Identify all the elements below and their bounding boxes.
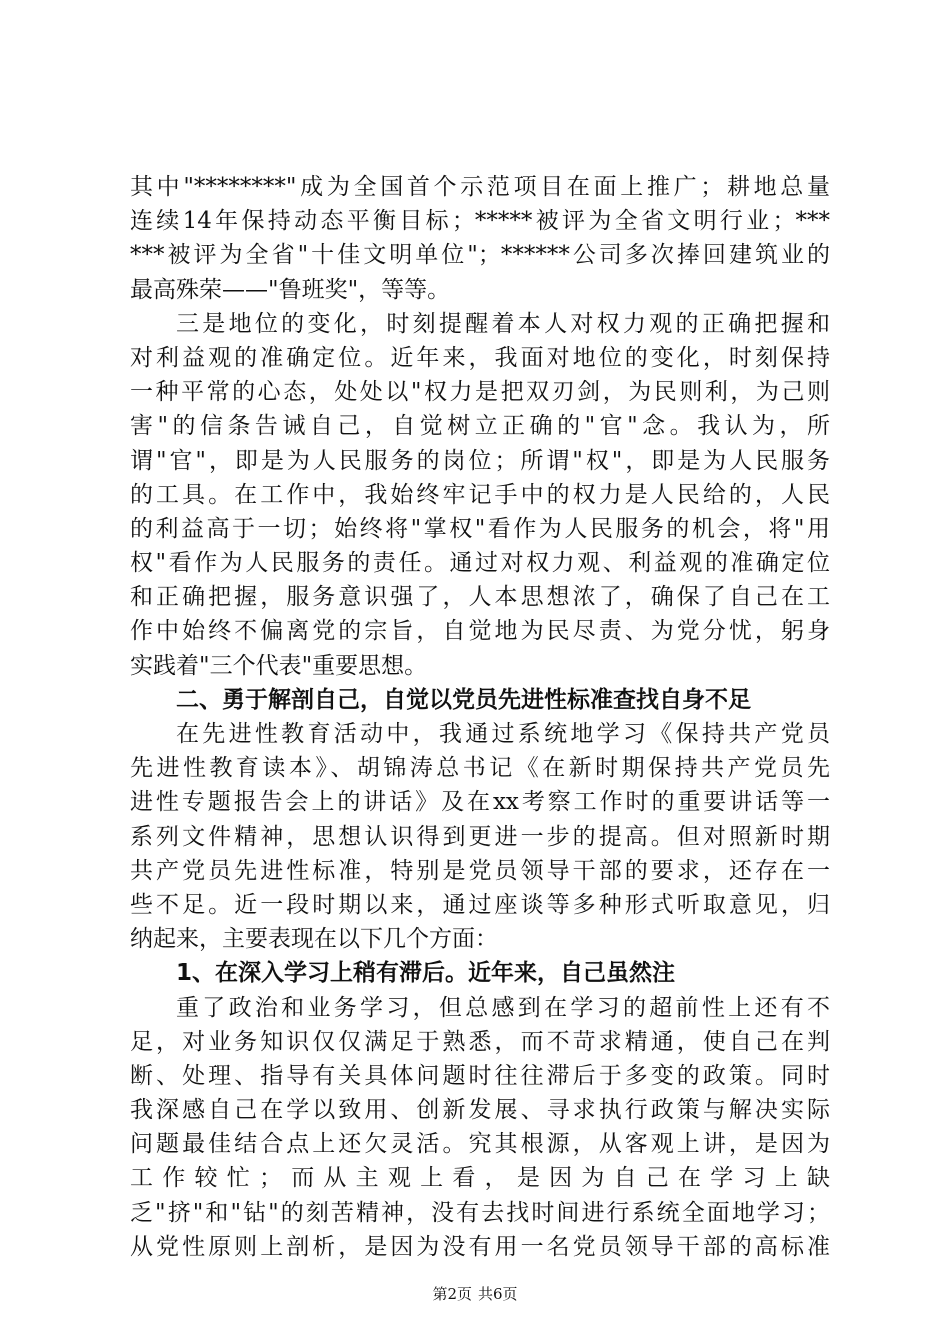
subsection-heading: 1、在深入学习上稍有滞后。近年来，自己虽然注 — [176, 960, 676, 987]
text-line: 我深感自己在学以致用、创新发展、寻求执行政策与解决实际 — [130, 1097, 830, 1124]
text-line: 共产党员先进性标准，特别是党员领导干部的要求，还存在一 — [130, 857, 830, 884]
text-line: 最高殊荣——"鲁班奖"，等等。 — [130, 276, 451, 303]
text-line: 从党性原则上剖析，是因为没有用一名党员领导干部的高标准 — [130, 1233, 830, 1260]
text-line: 工作较忙；而从主观上看，是因为自己在学习上缺 — [130, 1165, 830, 1192]
text-line: ***被评为全省"十佳文明单位"；******公司多次捧回建筑业的 — [130, 242, 830, 269]
text-line: 实践着"三个代表"重要思想。 — [130, 652, 428, 679]
text-line: 的工具。在工作中，我始终牢记手中的权力是人民给的，人民 — [130, 481, 830, 508]
text-line: 问题最佳结合点上还欠灵活。究其根源，从客观上讲，是因为 — [130, 1131, 830, 1158]
text-line: 对利益观的准确定位。近年来，我面对地位的变化，时刻保持 — [130, 344, 830, 371]
text-line: 乏"挤"和"钻"的刻苦精神，没有去找时间进行系统全面地学习； — [130, 1199, 830, 1226]
body-text — [130, 170, 830, 1264]
text-line: 和正确把握，服务意识强了，人本思想浓了，确保了自己在工 — [130, 584, 830, 611]
text-line: 先进性教育读本》、胡锦涛总书记《在新时期保持共产党员先 — [130, 755, 830, 782]
page-total: 共6页 — [478, 1285, 518, 1303]
text-line: 权"看作为人民服务的责任。通过对权力观、利益观的准确定位 — [130, 550, 830, 577]
text-line: 作中始终不偏离党的宗旨，自觉地为民尽责、为党分忧，躬身 — [130, 618, 830, 645]
text-line: 在先进性教育活动中，我通过系统地学习《保持共产党员 — [176, 721, 830, 747]
text-line: 害"的信条告诫自己，自觉树立正确的"官"念。我认为，所 — [130, 413, 830, 440]
page-footer — [0, 1284, 950, 1304]
section-heading: 二、勇于解剖自己，自觉以党员先进性标准查找自身不足 — [176, 686, 751, 713]
text-line: 些不足。近一段时期以来，通过座谈等多种形式听取意见，归 — [130, 891, 830, 918]
text-line: 其中"********"成为全国首个示范项目在面上推广；耕地总量 — [130, 174, 830, 200]
text-line: 三是地位的变化，时刻提醒着本人对权力观的正确把握和 — [176, 310, 830, 337]
text-line: 谓"官"，即是为人民服务的岗位；所谓"权"，即是为人民服务 — [130, 447, 830, 474]
text-line: 足，对业务知识仅仅满足于熟悉，而不苛求精通，使自己在判 — [130, 1028, 830, 1055]
page-number: 第2页 — [432, 1285, 472, 1303]
text-line: 一种平常的心态，处处以"权力是把双刃剑，为民则利，为己则 — [130, 379, 830, 406]
text-line: 的利益高于一切；始终将"掌权"看作为人民服务的机会，将"用 — [130, 515, 830, 542]
text-line: 断、处理、指导有关具体问题时往往滞后于多变的政策。同时 — [130, 1062, 830, 1089]
text-line: 系列文件精神，思想认识得到更进一步的提高。但对照新时期 — [130, 823, 830, 850]
text-line: 连续14年保持动态平衡目标；*****被评为全省文明行业；*** — [130, 208, 830, 235]
text-line: 进性专题报告会上的讲话》及在xx考察工作时的重要讲话等一 — [130, 789, 830, 816]
text-line: 纳起来，主要表现在以下几个方面： — [130, 926, 498, 953]
text-line: 重了政治和业务学习，但总感到在学习的超前性上还有不 — [176, 994, 830, 1021]
